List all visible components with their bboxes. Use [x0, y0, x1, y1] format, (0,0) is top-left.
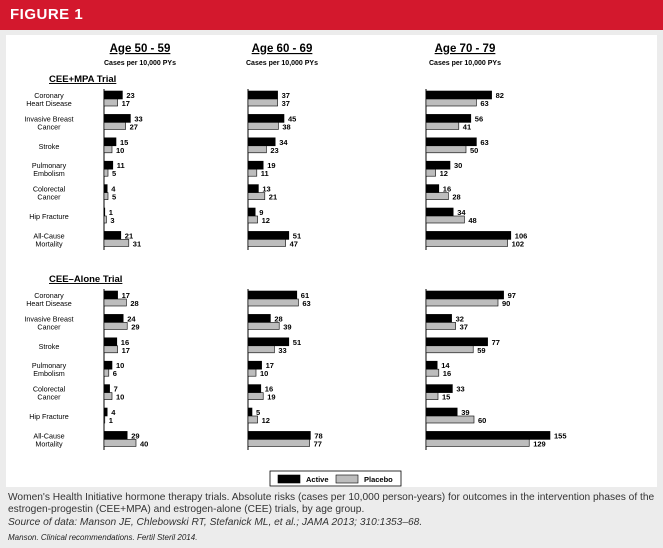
figure-caption [8, 492, 658, 529]
data-label-active-cee-mpa-trial-age-3-coronary-heart-disease: 82 [495, 91, 504, 100]
data-label-active-cee-mpa-trial-age-2-all-cause-mortality: 51 [292, 231, 302, 241]
bar-active-cee-alone-trial-age-1-invasive-breast-cancer [104, 314, 123, 322]
data-label-placebo-cee-mpa-trial-age-1-colorectal-cancer: 5 [112, 192, 117, 202]
data-label-active-cee-alone-trial-age-2-coronary-heart-disease: 61 [300, 291, 310, 300]
bar-active-cee-mpa-trial-age-2-pulmonary-embolism [248, 161, 263, 169]
data-label-placebo-cee-alone-trial-age-3-coronary-heart-disease: 90 [502, 299, 511, 308]
data-label-active-cee-mpa-trial-age-1-stroke: 15 [120, 137, 129, 147]
data-label-placebo-cee-mpa-trial-age-1-invasive-breast-cancer: 27 [129, 122, 138, 132]
data-label-placebo-cee-mpa-trial-age-2-all-cause-mortality: 47 [289, 239, 298, 249]
bar-active-cee-alone-trial-age-1-all-cause-mortality [104, 431, 127, 439]
data-label-placebo-cee-alone-trial-age-3-hip-fracture: 60 [478, 416, 487, 425]
bar-placebo-cee-alone-trial-age-2-coronary-heart-disease [248, 299, 298, 306]
chart-svg [6, 35, 657, 487]
data-label-placebo-cee-mpa-trial-age-1-hip-fracture: 3 [110, 216, 115, 225]
bar-active-cee-alone-trial-age-3-pulmonary-embolism [426, 361, 437, 369]
bar-active-cee-alone-trial-age-2-coronary-heart-disease [248, 291, 297, 299]
unit-label-2: Cases per 10,000 PYs [246, 60, 318, 67]
bar-placebo-cee-mpa-trial-age-3-colorectal-cancer [426, 193, 448, 200]
data-label-placebo-cee-mpa-trial-age-3-coronary-heart-disease: 63 [480, 99, 489, 108]
bar-placebo-cee-alone-trial-age-2-all-cause-mortality [248, 439, 310, 446]
data-label-placebo-cee-mpa-trial-age-1-all-cause-mortality: 31 [132, 239, 142, 249]
data-label-placebo-cee-alone-trial-age-3-stroke: 59 [477, 345, 486, 355]
data-label-active-cee-mpa-trial-age-1-coronary-heart-disease: 23 [126, 91, 135, 100]
bar-active-cee-alone-trial-age-3-colorectal-cancer [426, 385, 452, 393]
data-label-active-cee-mpa-trial-age-3-invasive-breast-cancer: 56 [474, 114, 484, 124]
bar-placebo-cee-mpa-trial-age-2-all-cause-mortality [248, 239, 286, 246]
data-label-active-cee-mpa-trial-age-3-hip-fracture: 34 [457, 208, 466, 217]
bar-active-cee-mpa-trial-age-3-all-cause-mortality [426, 231, 511, 239]
bar-active-cee-alone-trial-age-1-coronary-heart-disease [104, 291, 118, 299]
data-label-placebo-cee-alone-trial-age-1-colorectal-cancer: 10 [116, 392, 125, 402]
bar-active-cee-mpa-trial-age-3-stroke [426, 138, 476, 146]
data-label-placebo-cee-mpa-trial-age-2-colorectal-cancer: 21 [268, 192, 278, 202]
data-label-placebo-cee-mpa-trial-age-1-pulmonary-embolism: 5 [112, 169, 117, 179]
bar-placebo-cee-alone-trial-age-3-coronary-heart-disease [426, 299, 498, 306]
data-label-active-cee-alone-trial-age-3-stroke: 77 [491, 337, 500, 347]
data-label-placebo-cee-alone-trial-age-1-all-cause-mortality: 40 [140, 439, 149, 449]
bar-active-cee-mpa-trial-age-1-hip-fracture [104, 208, 105, 216]
data-label-active-cee-mpa-trial-age-3-pulmonary-embolism: 30 [454, 161, 463, 171]
bar-active-cee-alone-trial-age-2-hip-fracture [248, 408, 252, 416]
category-label-cee-mpa-trial-hip-fracture: Hip Fracture [29, 212, 69, 221]
data-label-active-cee-alone-trial-age-1-all-cause-mortality: 29 [131, 431, 140, 441]
data-label-active-cee-alone-trial-age-2-colorectal-cancer: 16 [264, 384, 274, 394]
bar-active-cee-mpa-trial-age-3-colorectal-cancer [426, 185, 439, 193]
data-label-active-cee-alone-trial-age-1-colorectal-cancer: 7 [113, 384, 118, 394]
chart-panel [6, 35, 657, 487]
legend-label-active: Active [306, 475, 329, 484]
bar-placebo-cee-alone-trial-age-3-invasive-breast-cancer [426, 322, 456, 329]
bar-placebo-cee-mpa-trial-age-1-hip-fracture [104, 216, 106, 223]
figure-label: FIGURE 1 [10, 6, 84, 23]
data-label-placebo-cee-alone-trial-age-2-coronary-heart-disease: 63 [302, 299, 311, 308]
data-label-placebo-cee-mpa-trial-age-3-hip-fracture: 48 [468, 216, 477, 225]
bar-active-cee-mpa-trial-age-1-invasive-breast-cancer [104, 114, 130, 122]
bar-active-cee-mpa-trial-age-2-invasive-breast-cancer [248, 114, 284, 122]
age-group-title-age-70-79: Age 70 - 79 [434, 43, 496, 55]
category-label-cee-alone-trial-stroke: Stroke [38, 341, 60, 351]
data-label-placebo-cee-alone-trial-age-1-hip-fracture: 1 [108, 416, 113, 425]
data-label-active-cee-alone-trial-age-2-invasive-breast-cancer: 28 [274, 314, 283, 324]
bar-active-cee-mpa-trial-age-2-coronary-heart-disease [248, 91, 278, 99]
trial-title-cee-mpa-trial: CEE+MPA Trial [49, 74, 117, 85]
bar-placebo-cee-alone-trial-age-1-hip-fracture [104, 416, 105, 423]
data-label-active-cee-mpa-trial-age-1-hip-fracture: 1 [108, 208, 113, 217]
data-label-active-cee-mpa-trial-age-1-colorectal-cancer: 4 [111, 184, 116, 194]
bar-placebo-cee-alone-trial-age-1-coronary-heart-disease [104, 299, 126, 306]
data-label-active-cee-alone-trial-age-2-stroke: 51 [292, 337, 302, 347]
bar-active-cee-alone-trial-age-3-hip-fracture [426, 408, 457, 416]
data-label-active-cee-mpa-trial-age-2-colorectal-cancer: 13 [262, 184, 271, 194]
bar-active-cee-mpa-trial-age-1-colorectal-cancer [104, 185, 107, 193]
bar-active-cee-mpa-trial-age-1-stroke [104, 138, 116, 146]
category-label-cee-mpa-trial-stroke: Stroke [38, 141, 60, 151]
data-label-placebo-cee-alone-trial-age-2-pulmonary-embolism: 10 [260, 369, 269, 379]
bar-active-cee-mpa-trial-age-2-colorectal-cancer [248, 185, 258, 193]
bar-active-cee-alone-trial-age-3-stroke [426, 338, 488, 346]
bar-active-cee-alone-trial-age-3-invasive-breast-cancer [426, 314, 452, 322]
bar-active-cee-mpa-trial-age-2-all-cause-mortality [248, 231, 289, 239]
data-label-active-cee-alone-trial-age-1-invasive-breast-cancer: 24 [127, 314, 136, 324]
bar-placebo-cee-mpa-trial-age-3-all-cause-mortality [426, 239, 508, 246]
category-label-cee-alone-trial-invasive-breast-cancer-line1: Invasive Breast [24, 314, 74, 324]
bar-active-cee-mpa-trial-age-3-hip-fracture [426, 208, 453, 216]
bar-placebo-cee-mpa-trial-age-1-colorectal-cancer [104, 193, 108, 200]
bar-active-cee-alone-trial-age-2-pulmonary-embolism [248, 361, 262, 369]
bar-active-cee-alone-trial-age-1-hip-fracture [104, 408, 107, 416]
data-label-placebo-cee-alone-trial-age-3-pulmonary-embolism: 16 [442, 369, 452, 379]
data-label-active-cee-mpa-trial-age-1-pulmonary-embolism: 11 [116, 161, 125, 171]
bar-placebo-cee-mpa-trial-age-3-stroke [426, 146, 466, 153]
bar-active-cee-alone-trial-age-1-pulmonary-embolism [104, 361, 112, 369]
bar-active-cee-mpa-trial-age-2-hip-fracture [248, 208, 255, 216]
bar-placebo-cee-alone-trial-age-1-colorectal-cancer [104, 393, 112, 400]
bar-placebo-cee-mpa-trial-age-2-invasive-breast-cancer [248, 122, 278, 129]
data-label-placebo-cee-mpa-trial-age-2-pulmonary-embolism: 11 [260, 169, 269, 179]
trial-title-cee-alone-trial: CEE–Alone Trial [49, 274, 123, 285]
legend-label-placebo: Placebo [364, 475, 393, 484]
unit-label-1: Cases per 10,000 PYs [104, 60, 176, 67]
unit-label-3: Cases per 10,000 PYs [429, 60, 501, 67]
data-label-placebo-cee-mpa-trial-age-3-stroke: 50 [470, 145, 479, 155]
data-label-active-cee-mpa-trial-age-3-stroke: 63 [480, 137, 489, 147]
category-label-cee-alone-trial-hip-fracture: Hip Fracture [29, 412, 69, 421]
bar-placebo-cee-alone-trial-age-2-invasive-breast-cancer [248, 322, 279, 329]
bar-active-cee-alone-trial-age-1-colorectal-cancer [104, 385, 110, 393]
bar-placebo-cee-mpa-trial-age-3-pulmonary-embolism [426, 169, 436, 176]
bar-active-cee-mpa-trial-age-1-coronary-heart-disease [104, 91, 122, 99]
bar-active-cee-mpa-trial-age-1-all-cause-mortality [104, 231, 121, 239]
caption-text: Women's Health Initiative hormone therapy trials. Absolute risks (cases per 10,000 person-years) for outcomes in the intervention phases of the estrogen-progestin (CEE+MPA) and estrogen-alone (CEE) trials, by age group. [8, 492, 655, 516]
age-group-title-age-60-69: Age 60 - 69 [251, 43, 313, 55]
data-label-active-cee-alone-trial-age-3-coronary-heart-disease: 97 [507, 291, 516, 300]
bar-placebo-cee-alone-trial-age-3-pulmonary-embolism [426, 369, 439, 376]
bar-active-cee-alone-trial-age-2-invasive-breast-cancer [248, 314, 270, 322]
data-label-placebo-cee-alone-trial-age-2-invasive-breast-cancer: 39 [283, 322, 292, 332]
category-label-cee-alone-trial-all-cause-mortality-line2: Mortality [35, 439, 63, 449]
bar-placebo-cee-alone-trial-age-1-all-cause-mortality [104, 439, 136, 446]
bar-placebo-cee-alone-trial-age-1-invasive-breast-cancer [104, 322, 127, 329]
data-label-placebo-cee-alone-trial-age-1-pulmonary-embolism: 6 [112, 369, 117, 379]
data-label-placebo-cee-alone-trial-age-1-stroke: 17 [121, 345, 130, 355]
bar-active-cee-alone-trial-age-2-colorectal-cancer [248, 385, 261, 393]
bar-active-cee-mpa-trial-age-3-invasive-breast-cancer [426, 114, 471, 122]
data-label-active-cee-mpa-trial-age-1-invasive-breast-cancer: 33 [134, 114, 143, 124]
data-label-active-cee-mpa-trial-age-2-stroke: 34 [279, 137, 288, 147]
bar-placebo-cee-mpa-trial-age-3-invasive-breast-cancer [426, 122, 459, 129]
category-label-cee-mpa-trial-coronary-heart-disease-line1: Coronary [34, 91, 64, 100]
bar-placebo-cee-alone-trial-age-3-all-cause-mortality [426, 439, 529, 446]
data-label-active-cee-mpa-trial-age-2-coronary-heart-disease: 37 [281, 91, 290, 100]
data-label-active-cee-mpa-trial-age-3-all-cause-mortality: 106 [514, 231, 528, 241]
bar-placebo-cee-alone-trial-age-1-stroke [104, 346, 118, 353]
data-label-placebo-cee-mpa-trial-age-3-pulmonary-embolism: 12 [439, 169, 448, 179]
data-label-placebo-cee-alone-trial-age-3-colorectal-cancer: 15 [442, 392, 451, 402]
age-group-title-age-50-59: Age 50 - 59 [109, 43, 171, 55]
category-label-cee-alone-trial-pulmonary-embolism-line2: Embolism [33, 369, 65, 379]
bar-placebo-cee-mpa-trial-age-1-stroke [104, 146, 112, 153]
bar-active-cee-mpa-trial-age-2-stroke [248, 138, 275, 146]
bar-placebo-cee-mpa-trial-age-1-coronary-heart-disease [104, 99, 118, 106]
data-label-active-cee-alone-trial-age-2-pulmonary-embolism: 17 [265, 361, 274, 371]
figure-banner [0, 0, 663, 30]
category-label-cee-alone-trial-coronary-heart-disease-line2: Heart Disease [26, 299, 72, 308]
data-label-placebo-cee-alone-trial-age-3-all-cause-mortality: 129 [533, 439, 546, 449]
category-label-cee-mpa-trial-coronary-heart-disease-line2: Heart Disease [26, 99, 72, 108]
category-label-cee-alone-trial-pulmonary-embolism-line1: Pulmonary [31, 361, 67, 371]
bar-active-cee-alone-trial-age-2-stroke [248, 338, 289, 346]
category-label-cee-mpa-trial-all-cause-mortality-line1: All-Cause [33, 231, 65, 241]
figure-footnote: Manson. Clinical recommendations. Fertil Steril 2014. [8, 533, 198, 542]
bar-placebo-cee-mpa-trial-age-2-stroke [248, 146, 266, 153]
data-label-placebo-cee-alone-trial-age-2-hip-fracture: 12 [261, 416, 270, 425]
data-label-active-cee-mpa-trial-age-2-pulmonary-embolism: 19 [267, 161, 276, 171]
data-label-placebo-cee-mpa-trial-age-1-coronary-heart-disease: 17 [121, 99, 130, 108]
data-label-active-cee-mpa-trial-age-2-invasive-breast-cancer: 45 [288, 114, 297, 124]
bar-placebo-cee-alone-trial-age-2-colorectal-cancer [248, 393, 263, 400]
bar-placebo-cee-mpa-trial-age-3-hip-fracture [426, 216, 464, 223]
data-label-placebo-cee-mpa-trial-age-2-stroke: 23 [270, 145, 279, 155]
data-label-active-cee-alone-trial-age-1-stroke: 16 [120, 337, 130, 347]
bar-placebo-cee-alone-trial-age-3-stroke [426, 346, 473, 353]
bar-placebo-cee-alone-trial-age-2-hip-fracture [248, 416, 258, 423]
bar-active-cee-alone-trial-age-2-all-cause-mortality [248, 431, 310, 439]
data-label-active-cee-alone-trial-age-3-colorectal-cancer: 33 [456, 384, 465, 394]
data-label-active-cee-alone-trial-age-1-pulmonary-embolism: 10 [116, 361, 125, 371]
category-label-cee-mpa-trial-invasive-breast-cancer-line2: Cancer [37, 122, 61, 132]
bar-placebo-cee-mpa-trial-age-2-coronary-heart-disease [248, 99, 278, 106]
bar-placebo-cee-alone-trial-age-3-colorectal-cancer [426, 393, 438, 400]
bar-placebo-cee-mpa-trial-age-2-hip-fracture [248, 216, 258, 223]
data-label-placebo-cee-mpa-trial-age-2-hip-fracture: 12 [261, 216, 270, 225]
bar-placebo-cee-mpa-trial-age-3-coronary-heart-disease [426, 99, 476, 106]
data-label-active-cee-alone-trial-age-3-hip-fracture: 39 [461, 408, 470, 417]
data-label-active-cee-alone-trial-age-2-hip-fracture: 5 [256, 408, 261, 417]
data-label-placebo-cee-alone-trial-age-1-invasive-breast-cancer: 29 [131, 322, 140, 332]
category-label-cee-alone-trial-all-cause-mortality-line1: All-Cause [33, 431, 65, 441]
data-label-placebo-cee-alone-trial-age-1-coronary-heart-disease: 28 [130, 299, 139, 308]
category-label-cee-mpa-trial-colorectal-cancer-line1: Colorectal [32, 184, 66, 194]
bar-active-cee-alone-trial-age-3-coronary-heart-disease [426, 291, 504, 299]
bar-placebo-cee-mpa-trial-age-2-colorectal-cancer [248, 193, 265, 200]
data-label-active-cee-mpa-trial-age-1-all-cause-mortality: 21 [124, 231, 134, 241]
data-label-active-cee-mpa-trial-age-3-colorectal-cancer: 16 [442, 184, 452, 194]
bar-active-cee-mpa-trial-age-3-pulmonary-embolism [426, 161, 450, 169]
bar-active-cee-mpa-trial-age-3-coronary-heart-disease [426, 91, 492, 99]
bar-placebo-cee-mpa-trial-age-1-all-cause-mortality [104, 239, 129, 246]
data-label-placebo-cee-mpa-trial-age-2-coronary-heart-disease: 37 [281, 99, 290, 108]
legend-swatch-placebo [336, 475, 358, 483]
bar-placebo-cee-alone-trial-age-3-hip-fracture [426, 416, 474, 423]
category-label-cee-mpa-trial-invasive-breast-cancer-line1: Invasive Breast [24, 114, 74, 124]
bar-placebo-cee-alone-trial-age-2-pulmonary-embolism [248, 369, 256, 376]
bar-active-cee-mpa-trial-age-1-pulmonary-embolism [104, 161, 113, 169]
data-label-active-cee-alone-trial-age-3-pulmonary-embolism: 14 [441, 361, 450, 371]
bar-active-cee-alone-trial-age-1-stroke [104, 338, 117, 346]
bar-placebo-cee-mpa-trial-age-2-pulmonary-embolism [248, 169, 257, 176]
data-label-placebo-cee-mpa-trial-age-3-colorectal-cancer: 28 [452, 192, 461, 202]
bar-placebo-cee-mpa-trial-age-1-invasive-breast-cancer [104, 122, 126, 129]
data-label-active-cee-alone-trial-age-1-coronary-heart-disease: 17 [121, 291, 130, 300]
data-label-active-cee-alone-trial-age-1-hip-fracture: 4 [111, 408, 116, 417]
bar-placebo-cee-mpa-trial-age-1-pulmonary-embolism [104, 169, 108, 176]
legend-swatch-active [278, 475, 300, 483]
data-label-placebo-cee-mpa-trial-age-3-invasive-breast-cancer: 41 [462, 122, 472, 132]
category-label-cee-mpa-trial-colorectal-cancer-line2: Cancer [37, 192, 61, 202]
category-label-cee-mpa-trial-pulmonary-embolism-line1: Pulmonary [31, 161, 67, 171]
category-label-cee-mpa-trial-all-cause-mortality-line2: Mortality [35, 239, 63, 249]
category-label-cee-alone-trial-colorectal-cancer-line2: Cancer [37, 392, 61, 402]
bar-placebo-cee-alone-trial-age-1-pulmonary-embolism [104, 369, 109, 376]
data-label-placebo-cee-alone-trial-age-2-all-cause-mortality: 77 [313, 439, 322, 449]
bar-active-cee-alone-trial-age-3-all-cause-mortality [426, 431, 550, 439]
category-label-cee-alone-trial-coronary-heart-disease-line1: Coronary [34, 291, 64, 300]
data-label-placebo-cee-alone-trial-age-2-colorectal-cancer: 19 [267, 392, 276, 402]
caption-source: Source of data: Manson JE, Chlebowski RT, Stefanick ML, et al.; JAMA 2013; 310:1353–68. [8, 516, 423, 528]
category-label-cee-alone-trial-colorectal-cancer-line1: Colorectal [32, 384, 66, 394]
data-label-placebo-cee-mpa-trial-age-1-stroke: 10 [116, 145, 125, 155]
data-label-active-cee-alone-trial-age-3-all-cause-mortality: 155 [554, 431, 567, 441]
data-label-placebo-cee-mpa-trial-age-2-invasive-breast-cancer: 38 [282, 122, 291, 132]
category-label-cee-alone-trial-invasive-breast-cancer-line2: Cancer [37, 322, 61, 332]
category-label-cee-mpa-trial-pulmonary-embolism-line2: Embolism [33, 169, 65, 179]
data-label-placebo-cee-mpa-trial-age-3-all-cause-mortality: 102 [511, 239, 525, 249]
data-label-active-cee-mpa-trial-age-2-hip-fracture: 9 [259, 208, 264, 217]
bar-placebo-cee-alone-trial-age-2-stroke [248, 346, 274, 353]
data-label-active-cee-alone-trial-age-3-invasive-breast-cancer: 32 [455, 314, 464, 324]
data-label-active-cee-alone-trial-age-2-all-cause-mortality: 78 [314, 431, 323, 441]
data-label-placebo-cee-alone-trial-age-3-invasive-breast-cancer: 37 [459, 322, 468, 332]
data-label-placebo-cee-alone-trial-age-2-stroke: 33 [278, 345, 287, 355]
